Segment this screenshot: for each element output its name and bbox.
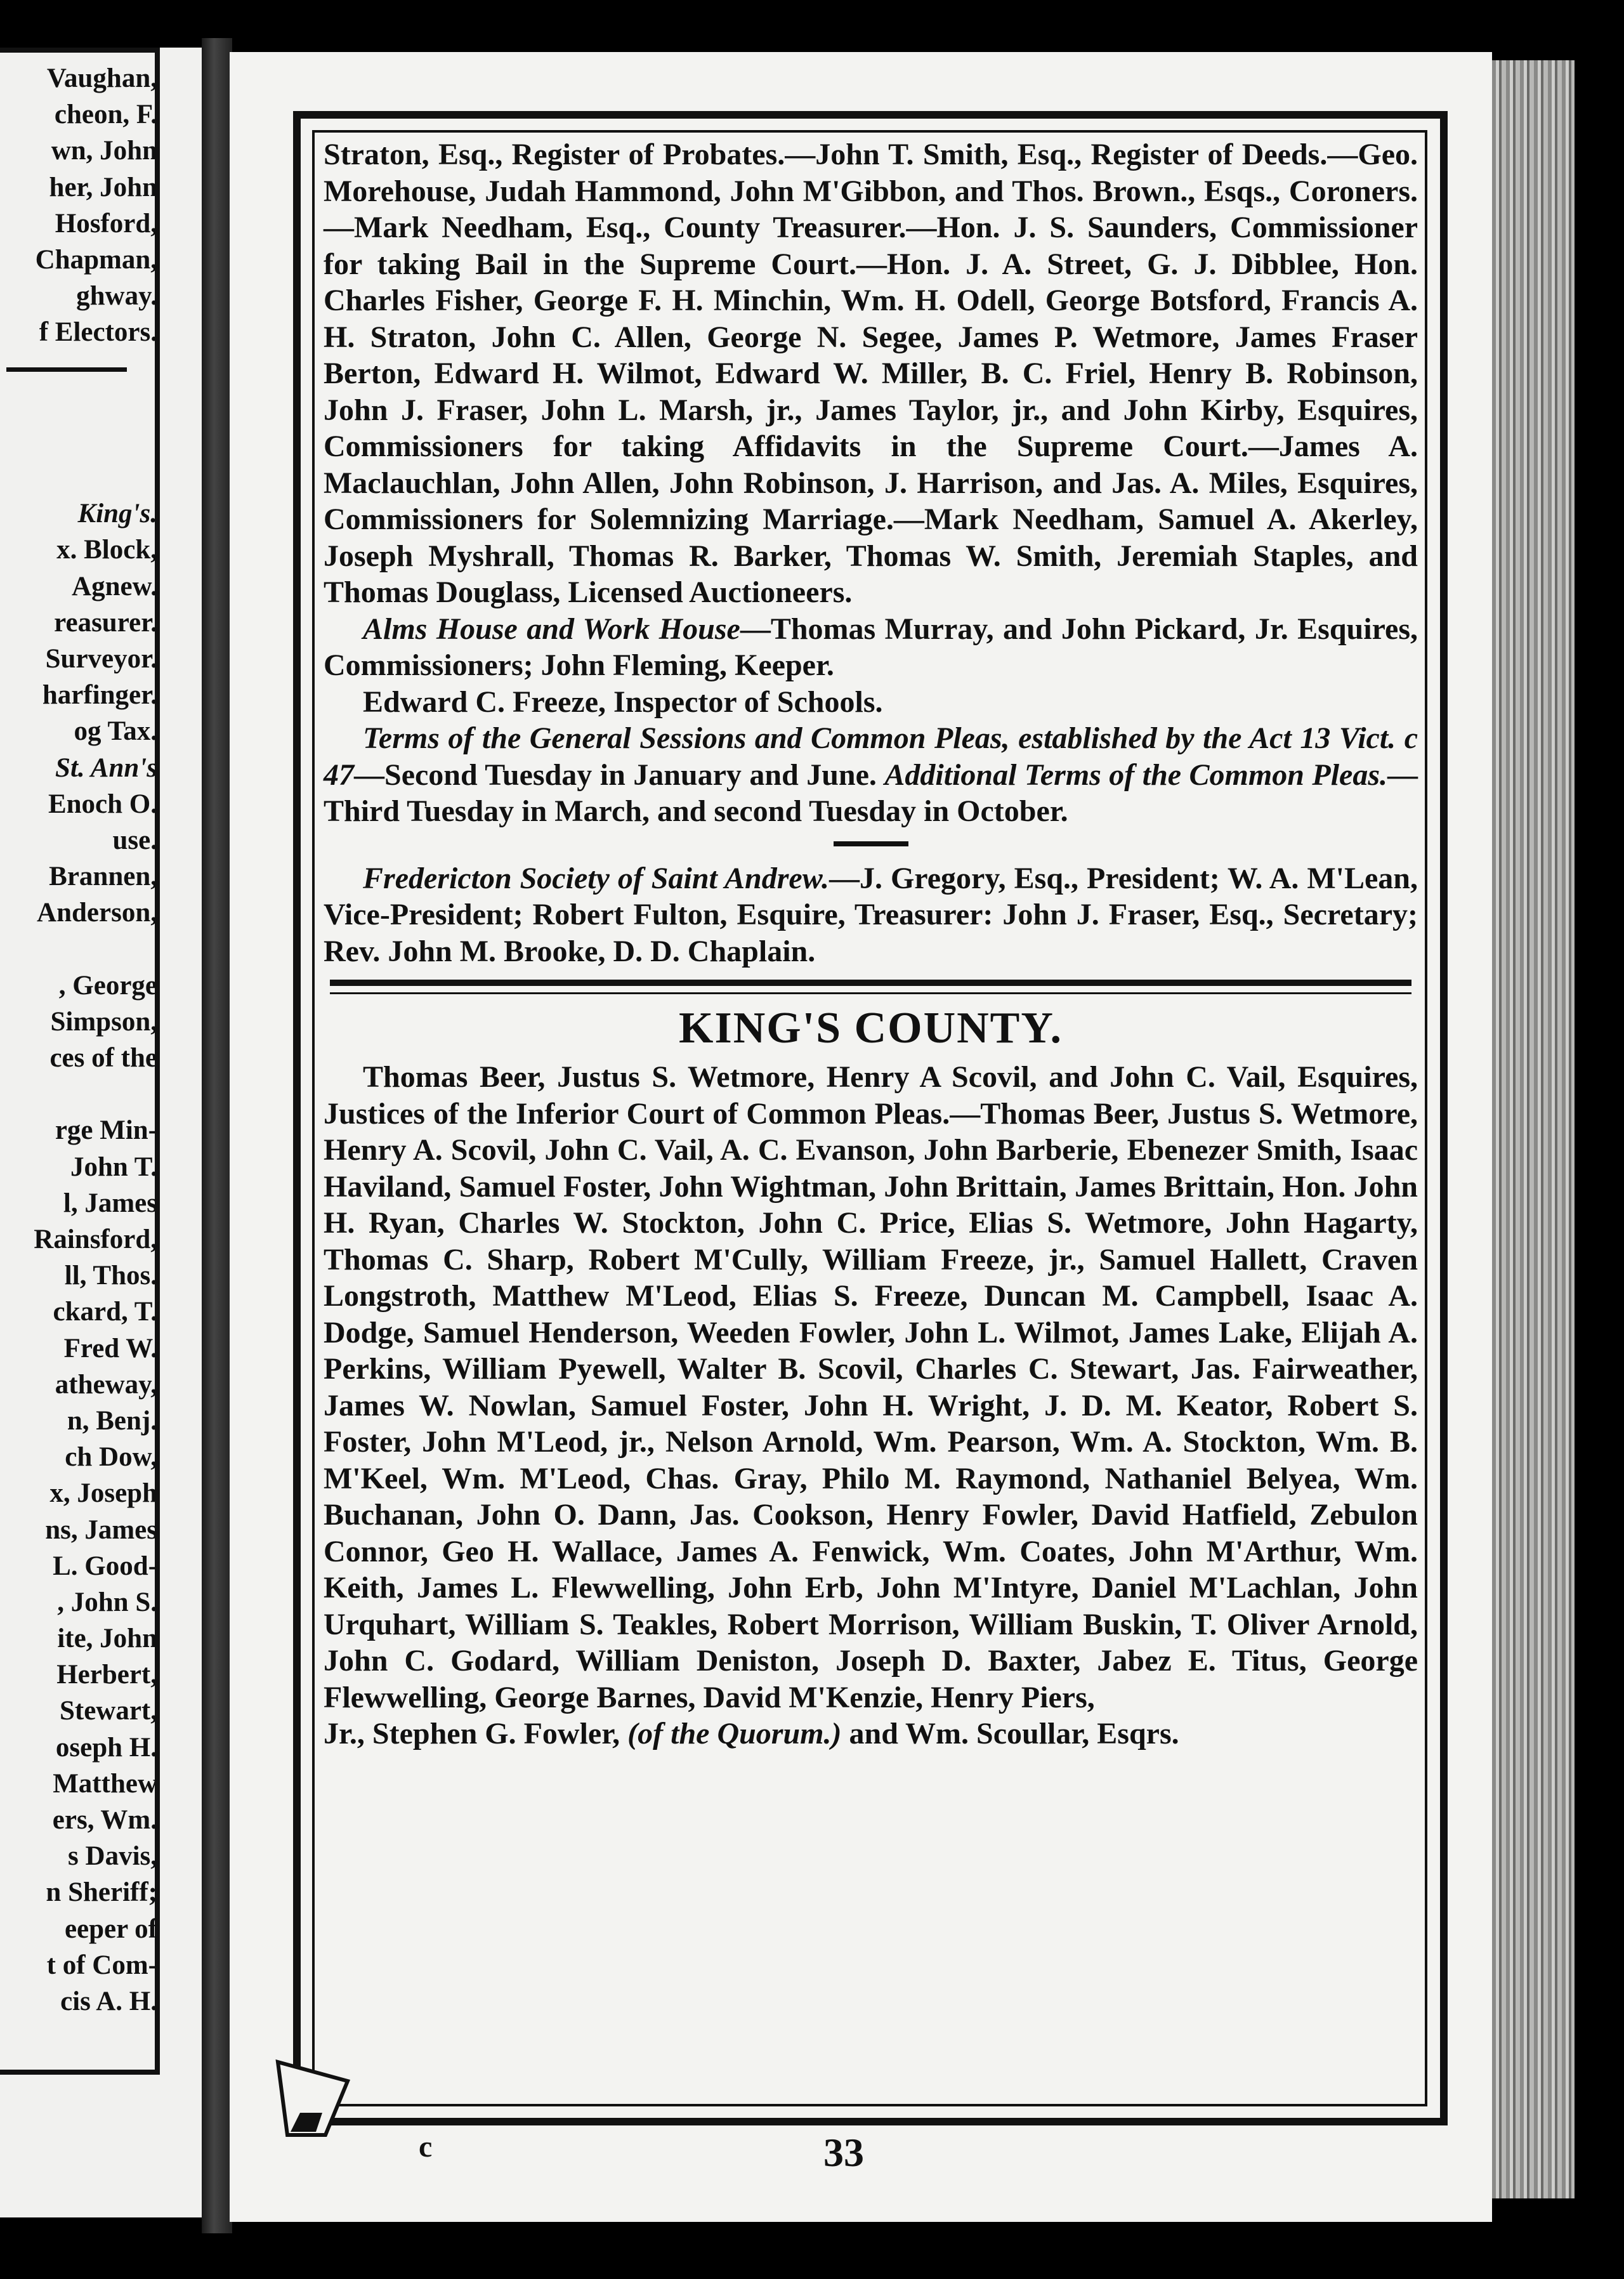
previous-page-line: Agnew.	[72, 571, 157, 601]
kings-last-line-start: Jr., Stephen G. Fowler,	[324, 1717, 628, 1750]
previous-page-line: ll, Thos.	[64, 1261, 157, 1291]
inspector-entry: Edward C. Freeze, Inspector of Schools.	[363, 685, 883, 719]
previous-page-line: n Sheriff;	[46, 1877, 157, 1908]
previous-page-line: Rainsford,	[34, 1225, 157, 1254]
previous-page-line: wn, John	[51, 136, 157, 166]
previous-page-line: ch Dow,	[65, 1442, 157, 1473]
previous-page-line: n, Benj.	[67, 1405, 157, 1436]
previous-page-line: Chapman,	[35, 244, 157, 275]
quorum-note: (of the Quorum.)	[627, 1717, 842, 1750]
previous-page-line: harfinger.	[42, 680, 157, 711]
previous-page-line: ghway.	[76, 281, 157, 312]
previous-page-line: , John S.	[57, 1587, 157, 1617]
previous-page-line: her, John	[49, 172, 157, 202]
previous-page-line: reasurer.	[54, 607, 157, 638]
previous-page-line	[0, 931, 157, 968]
previous-page-line: eeper of	[64, 1914, 157, 1944]
society-entry	[324, 860, 1418, 970]
previous-page-line: ckard, T.	[53, 1297, 157, 1327]
previous-page-line: use.	[112, 825, 157, 855]
previous-page-line: cis A. H.	[60, 1986, 157, 2016]
previous-page-line: L. Good-	[53, 1551, 157, 1581]
additional-terms-heading: Additional Terms of the Common Pleas.	[884, 758, 1388, 792]
folded-corner-mark	[265, 2049, 357, 2138]
previous-page-text	[0, 60, 157, 2059]
previous-page-line: Vaughan,	[46, 63, 157, 93]
previous-page-line: Fred W.	[63, 1333, 157, 1363]
page-number: 33	[823, 2130, 864, 2175]
page-edges	[1492, 60, 1575, 2198]
previous-page-line: s Davis,	[68, 1841, 157, 1872]
alms-house-entry	[324, 611, 1418, 684]
previous-page-line: , George	[58, 970, 157, 1001]
previous-page-line: oseph H.	[55, 1732, 157, 1763]
previous-page-line: King's.	[77, 499, 157, 529]
kings-last-line-end: and Wm. Scoullar, Esqrs.	[841, 1717, 1179, 1750]
terms-text: —Second Tuesday in January and June.	[354, 758, 877, 792]
previous-page-line: x, Joseph	[49, 1478, 157, 1509]
previous-page-line: ite, John	[57, 1624, 157, 1654]
alms-house-heading: Alms House and Work House	[363, 612, 740, 646]
previous-page-line: f Electors.	[39, 317, 157, 348]
previous-page-line: Stewart,	[59, 1696, 157, 1726]
previous-page-line: Surveyor.	[45, 644, 157, 674]
previous-page-line: Matthew	[53, 1768, 157, 1799]
previous-page-line: og Tax.	[74, 716, 157, 747]
previous-page-line: Hosford,	[55, 208, 157, 239]
previous-page-line	[0, 423, 157, 459]
society-text: —J. Gregory, Esq., President; W. A. M'Lean, Vice-President; Robert Fulton, Esquire, Treasurer: John J. Fraser, Esq., Secretary; Rev. John M. Brooke, D. D. Chaplain.	[324, 861, 1418, 968]
previous-page-line: St. Ann's	[55, 752, 157, 783]
alms-house-text: —Thomas Murray, and John Pickard, Jr. Esquires, Commissioners; John Fleming, Keeper.	[324, 612, 1418, 682]
society-heading: Fredericton Society of Saint Andrew.	[363, 861, 829, 895]
previous-page-line: ns, James	[45, 1514, 157, 1545]
previous-page-line: Herbert,	[56, 1660, 157, 1690]
additional-terms-text: —Third Tuesday in March, and second Tuesday in October.	[324, 758, 1418, 828]
previous-page-line: l, James	[63, 1188, 157, 1218]
terms-entry	[324, 720, 1418, 830]
previous-page-line: Anderson,	[37, 898, 157, 928]
previous-page-line: Enoch O.	[48, 789, 157, 819]
previous-page-line: t of Com-	[46, 1950, 157, 1980]
previous-page-line: ers, Wm.	[52, 1805, 157, 1835]
kings-county-heading: KING'S COUNTY.	[679, 1004, 1063, 1053]
previous-page-line: x. Block,	[56, 535, 157, 565]
double-rule	[330, 980, 1411, 994]
previous-page-line: ces of the	[49, 1043, 157, 1074]
previous-page-line	[0, 1076, 157, 1112]
signature-mark: c	[419, 2130, 433, 2164]
book-gutter	[202, 38, 232, 2233]
previous-page-line: cheon, F.	[54, 100, 157, 130]
page-content	[324, 136, 1418, 1752]
kings-county-paragraph: Thomas Beer, Justus S. Wetmore, Henry A Scovil, and John C. Vail, Esquires, Justices of the Inferior Court of Common Pleas.—Thomas Beer, Justus S. Wetmore, Henry A. Scovil, John C. Vail, A. C. Evanson, John Barberie, Ebenezer Smith, Isaac Haviland, Samuel Foster, John Wightman, John Brittain, James Brittain, Hon. John H. Ryan, Charles W. Stockton, John C. Price, Elias S. Wetmore, John Hagarty, Thomas C. Sharp, Robert M'Cully, William Freeze, jr., Samuel Hallett, Craven Longstroth, Matthew M'Leod, Elias S. Freeze, Duncan M. Campbell, Isaac A. Dodge, Samuel Henderson, Weeden Fowler, John L. Wilmot, James Lake, Elijah A. Perkins, William Pyewell, Walter B. Scovil, Charles C. Stewart, Jas. Fairweather, James W. Nowlan, Samuel Foster, John H. Wright, J. D. M. Keator, Robert S. Foster, John M'Leod, jr., Nelson Arnold, Wm. Pearson, Wm. A. Stockton, Wm. B. M'Keel, Wm. M'Leod, Chas. Gray, Philo M. Raymond, Nathaniel Belyea, Wm. Buchanan, John O. Dann, Jas. Cookson, Henry Fowler, David Hatfield, Zebulon Connor, Geo H. Wallace, James A. Fenwick, Wm. Coates, John M'Arthur, Wm. Keith, James L. Flewwelling, John Erb, John M'Intyre, Daniel M'Lachlan, John Urquhart, William S. Teakles, Robert Morrison, William Buskin, T. Oliver Arnold, John C. Godard, William Deniston, Joseph D. Baxter, Jabez E. Titus, George Flewwelling, George Barnes, David M'Kenzie, Henry Piers,	[324, 1060, 1418, 1714]
officers-paragraph: Straton, Esq., Register of Probates.—John T. Smith, Esq., Register of Deeds.—Geo. Morehouse, Judah Hammond, John M'Gibbon, and Thos. Brown., Esqs., Coroners.—Mark Needham, Esq., County Treasurer.—Hon. J. S. Saunders, Commissioner for taking Bail in the Supreme Court.—Hon. J. A. Street, G. J. Dibblee, Hon. Charles Fisher, George F. H. Minchin, Wm. H. Odell, George Botsford, Francis A. H. Straton, John C. Allen, George N. Segee, James P. Wetmore, James Fraser Berton, Edward H. Wilmot, Edward W. Miller, B. C. Friel, Henry B. Robinson, John J. Fraser, John L. Marsh, jr., James Taylor, jr., and John Kirby, Esquires, Commissioners for taking Affidavits in the Supreme Court.—James A. Maclauchlan, John Allen, John Robinson, J. Harrison, and Jas. A. Miles, Esquires, Commissioners for Solemnizing Marriage.—Mark Needham, Samuel A. Akerley, Joseph Myshrall, Thomas R. Barker, Thomas W. Smith, Jeremiah Staples, and Thomas Douglass, Licensed Auctioneers.	[324, 138, 1418, 609]
section-divider	[834, 841, 908, 846]
previous-page-line: John T.	[70, 1152, 157, 1182]
previous-page-line: atheway,	[55, 1369, 157, 1400]
previous-page-line	[0, 387, 157, 423]
previous-page-rule	[0, 351, 157, 387]
previous-page-line: Brannen,	[49, 862, 157, 892]
kings-county-last-line	[324, 1716, 1418, 1752]
previous-page-line: Simpson,	[50, 1006, 157, 1037]
previous-page-line	[0, 459, 157, 496]
terms-heading: Terms of the General Sessions and Common Pleas, established by the Act 13 Vict. c 47	[324, 721, 1418, 792]
previous-page-line: rge Min-	[55, 1115, 157, 1146]
